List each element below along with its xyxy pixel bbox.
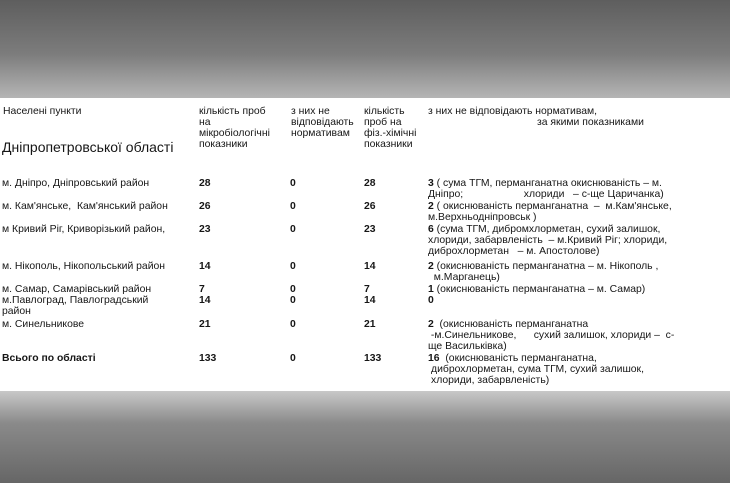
row-settlement: м Кривий Ріг, Криворізький район, (2, 224, 166, 235)
row-chem-count: 26 (364, 201, 376, 212)
total-micro-count: 133 (199, 353, 217, 364)
row-settlement: м. Самар, Самарівський район (2, 284, 152, 295)
row-chem-count: 14 (364, 261, 376, 272)
row-chem-fail-count: 0 (428, 295, 434, 306)
row-chem-fail-line: диброхлорметан – м. Апостолове) (428, 246, 600, 257)
header-chem-fail-line: з них не відповідають нормативам, (428, 106, 598, 117)
row-chem-fail-count: 2 (428, 319, 434, 330)
row-chem-count: 28 (364, 178, 376, 189)
header-micro-fail-line: нормативам (291, 128, 350, 139)
document-page (0, 98, 730, 391)
row-chem-fail-line: ще Васильківка) (428, 341, 507, 352)
row-chem-fail-count: 3 (428, 178, 434, 189)
row-chem-fail-details: 3 ( сума ТГМ, перманганатна окиснюваність – м. (428, 178, 662, 189)
row-micro-count: 7 (199, 284, 205, 295)
header-micro-line: показники (199, 139, 248, 150)
header-micro-fail-line: відповідають (291, 117, 354, 128)
row-micro-fail: 0 (290, 201, 296, 212)
row-micro-count: 21 (199, 319, 211, 330)
row-settlement-line2: район (2, 306, 31, 317)
row-settlement: м. Синельникове (2, 319, 85, 330)
header-micro-line: мікробіологічні (199, 128, 270, 139)
row-settlement: м. Нікополь, Нікопольський район (2, 261, 166, 272)
row-settlement: м.Павлоград, Павлоградський (2, 295, 149, 306)
row-micro-count: 23 (199, 224, 211, 235)
row-settlement: м. Кам'янське, Кам'янський район (2, 201, 168, 212)
total-chem-fail-details: 16 (окиснюваність перманганатна, (428, 353, 597, 364)
row-chem-fail-count: 2 (428, 201, 434, 212)
row-chem-fail-details: 6 (сума ТГМ, дибромхлорметан, сухий залишок, (428, 224, 661, 235)
row-chem-fail-line: Дніпро; хлориди – с-ще Царичанка) (428, 189, 664, 200)
row-chem-fail-line: -м.Синельникове, сухий залишок, хлориди – с- (428, 330, 675, 341)
row-settlement: м. Дніпро, Дніпровський район (2, 178, 150, 189)
row-micro-fail: 0 (290, 178, 296, 189)
header-micro-line: кількість проб (199, 106, 266, 117)
total-chem-fail-count: 16 (428, 353, 440, 364)
row-chem-fail-count: 1 (428, 284, 434, 295)
row-chem-count: 23 (364, 224, 376, 235)
row-chem-count: 21 (364, 319, 376, 330)
row-chem-fail-details: 2 ( окиснюваність перманганатна – м.Кам'янське, (428, 201, 672, 212)
total-label: Всього по області (2, 353, 96, 364)
total-micro-fail: 0 (290, 353, 296, 364)
header-chem-line: фіз.-хімічні (364, 128, 417, 139)
row-chem-fail-details: 2 (окиснюваність перманганатна (428, 319, 589, 330)
background-bottom (0, 391, 730, 483)
row-micro-count: 26 (199, 201, 211, 212)
row-micro-fail: 0 (290, 224, 296, 235)
row-micro-count: 14 (199, 261, 211, 272)
header-micro-line: на (199, 117, 211, 128)
total-chem-fail-line: хлориди, забарвленість) (431, 375, 550, 386)
row-chem-fail-line: хлориди, забарвленість – м.Кривий Ріг; хлориди, (428, 235, 668, 246)
header-micro-fail-line: з них не (291, 106, 330, 117)
row-chem-count: 7 (364, 284, 370, 295)
row-chem-fail-details: 1 (окиснюваність перманганатна – м. Самар) (428, 284, 646, 295)
header-chem-line: показники (364, 139, 413, 150)
row-chem-fail-line: м.Марганець) (428, 272, 500, 283)
row-micro-fail: 0 (290, 284, 296, 295)
row-chem-fail-details: 2 (окиснюваність перманганатна – м. Нікополь , (428, 261, 659, 272)
row-chem-fail-count: 2 (428, 261, 434, 272)
header-chem-fail-line: за якими показниками (537, 117, 644, 128)
header-chem-line: проб на (364, 117, 402, 128)
row-micro-count: 14 (199, 295, 211, 306)
row-chem-fail-count: 6 (428, 224, 434, 235)
row-micro-fail: 0 (290, 319, 296, 330)
row-micro-fail: 0 (290, 261, 296, 272)
total-chem-count: 133 (364, 353, 382, 364)
background-top (0, 0, 730, 98)
row-micro-count: 28 (199, 178, 211, 189)
row-micro-fail: 0 (290, 295, 296, 306)
row-chem-count: 14 (364, 295, 376, 306)
header-chem-line: кількість (364, 106, 405, 117)
total-chem-fail-line: диброхлорметан, сума ТГМ, сухий залишок, (431, 364, 644, 375)
header-settlements-line2: Дніпропетровської області (2, 139, 174, 155)
header-settlements-line1: Населені пункти (3, 106, 82, 117)
row-chem-fail-line: м.Верхньодніпровськ ) (428, 212, 537, 223)
